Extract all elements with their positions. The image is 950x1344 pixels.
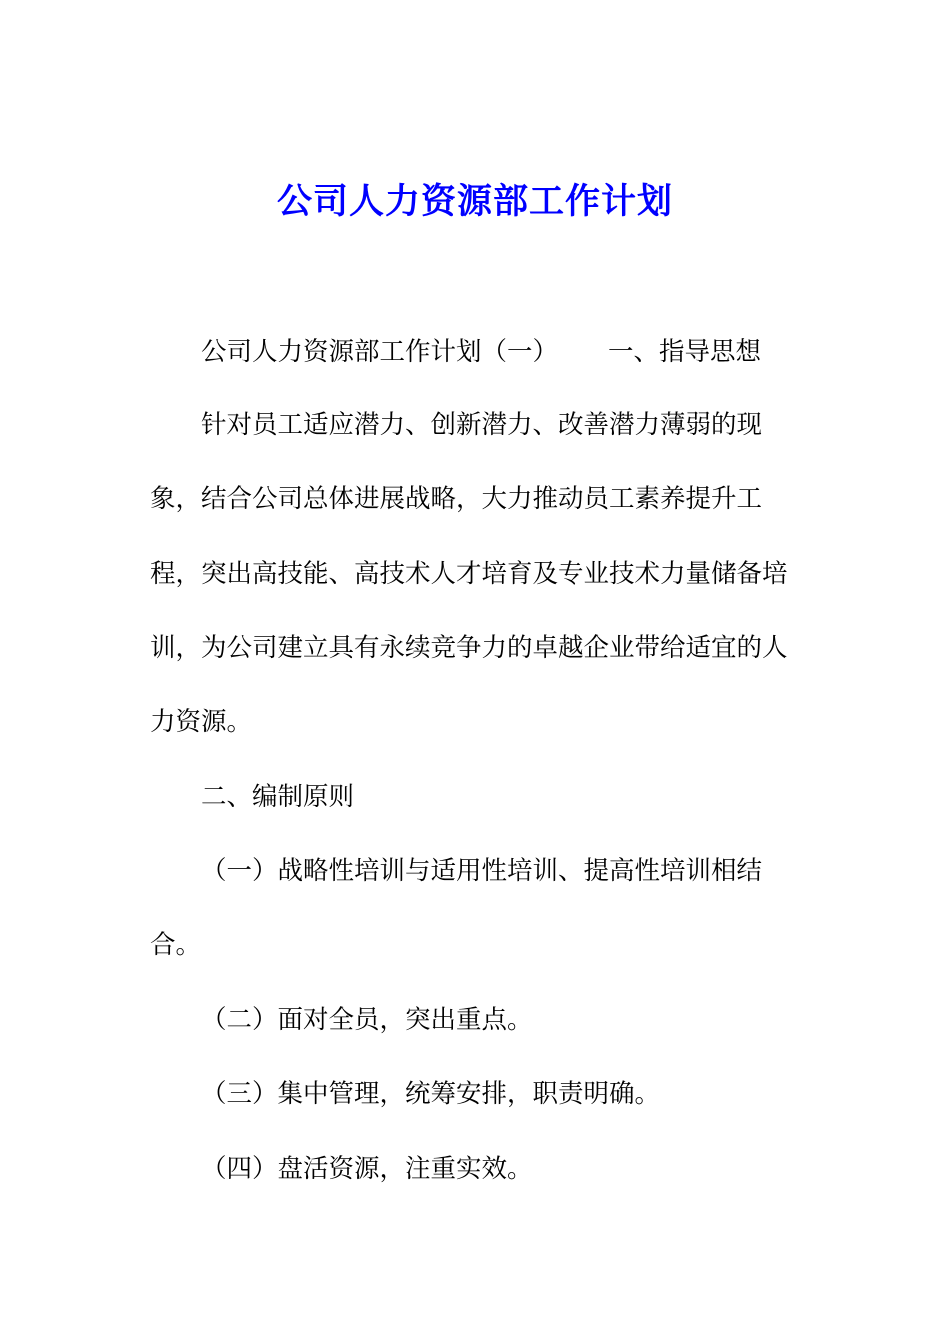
- paragraph-line-4: 程，突出高技能、高技术人才培育及专业技术力量储备培: [150, 559, 788, 589]
- section-heading-principles: 二、编制原则: [201, 782, 355, 812]
- document-title: 公司人力资源部工作计划: [276, 181, 673, 222]
- paragraph-line-6: 力资源。: [150, 707, 253, 737]
- paragraph-line-2: 针对员工适应潜力、创新潜力、改善潜力薄弱的现: [201, 410, 763, 440]
- paragraph-line-1: [201, 334, 851, 370]
- section-heading-intro: 公司人力资源部工作计划（一）: [201, 337, 559, 367]
- paragraph-line-3: 象，结合公司总体进展战略，大力推动员工素养提升工: [150, 484, 763, 514]
- paragraph-line-5: 训，为公司建立具有永续竞争力的卓越企业带给适宜的人: [150, 633, 788, 663]
- principle-item-1: （一）战略性培训与适用性培训、提高性培训相结: [201, 856, 763, 886]
- principle-item-4: （四）盘活资源，注重实效。: [201, 1154, 533, 1184]
- section-heading-guiding-ideology: 一、指导思想: [608, 337, 762, 367]
- principle-item-2: （二）面对全员，突出重点。: [201, 1005, 533, 1035]
- principle-item-1-continued: 合。: [150, 930, 202, 960]
- principle-item-3: （三）集中管理，统筹安排，职责明确。: [201, 1079, 661, 1109]
